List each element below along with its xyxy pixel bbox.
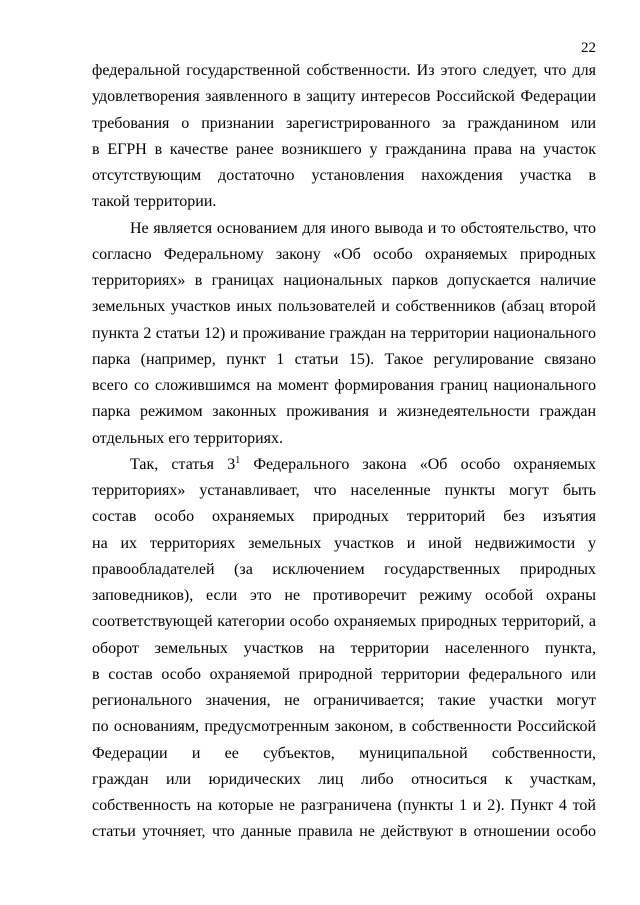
- text-line: Федерации и ее субъектов, муниципальной собственности,: [92, 744, 596, 762]
- text-line: территориях» в границах национальных парков допускается наличие: [92, 272, 596, 289]
- text-line: регионального значения, не ограничивается; такие участки могут: [92, 692, 596, 709]
- text-line: отдельных его территориях.: [92, 429, 284, 447]
- text-line: земельных участков иных пользователей и собственников (абзац второй: [92, 298, 596, 316]
- page-number: 22: [581, 40, 596, 56]
- text-line: собственность на которые не разграничена (пункты 1 и 2). Пункт 4 той: [92, 797, 596, 814]
- text-line: всего со сложившимся на момент формирования границ национального: [92, 377, 596, 394]
- paragraph-2: [92, 216, 596, 452]
- text-line: требования о признании зарегистрированного за гражданином или: [92, 114, 596, 132]
- text-line: правообладателей (за исключением государственных природных: [92, 560, 596, 578]
- text-line: удовлетворения заявленного в защиту интересов Российской Федерации: [92, 88, 596, 106]
- text-line: в состав особо охраняемой природной территории федерального или: [92, 665, 596, 683]
- text-segment: Федерального закона «Об особо охраняемых: [253, 455, 596, 473]
- text-line: на их территориях земельных участков и иной недвижимости у: [92, 534, 596, 552]
- text-line: оборот земельных участков на территории населенного пункта,: [92, 639, 596, 657]
- text-line: состав особо охраняемых природных территорий без изъятия: [92, 508, 596, 526]
- paragraph-1: [92, 58, 596, 216]
- text-line: пункта 2 статьи 12) и проживание граждан на территории национального: [92, 324, 596, 342]
- text-line: отсутствующим достаточно установления нахождения участка в: [92, 167, 596, 184]
- superscript-number: 1: [235, 454, 241, 466]
- text-line: заповедников), если это не противоречит режиму особой охраны: [92, 587, 596, 604]
- text-line: парка (например, пункт 1 статьи 15). Такое регулирование связано: [92, 350, 596, 368]
- text-line: парка режимом законных проживания и жизнедеятельности граждан: [92, 403, 596, 421]
- text-line: в ЕГРН в качестве ранее возникшего у гражданина права на участок: [92, 140, 596, 158]
- text-line: Не является основанием для иного вывода и то обстоятельство, что: [130, 219, 596, 237]
- paragraph-3: [92, 452, 596, 846]
- text-line: такой территории.: [92, 193, 217, 211]
- text-line: по основаниям, предусмотренным законом, в собственности Российской: [92, 718, 596, 736]
- text-segment: Так, статья 3: [130, 455, 236, 473]
- text-line-with-superscript: [92, 452, 596, 478]
- text-line: статьи уточняет, что данные правила не действуют в отношении особо: [92, 823, 596, 841]
- text-line: соответствующей категории особо охраняемых природных территорий, а: [92, 613, 596, 631]
- text-line: граждан или юридических лиц либо относиться к участкам,: [92, 770, 596, 788]
- text-line: территориях» устанавливает, что населенные пункты могут быть: [92, 482, 596, 499]
- document-body: [92, 58, 596, 846]
- text-line: федеральной государственной собственности. Из этого следует, что для: [92, 62, 596, 79]
- text-line: согласно Федеральному закону «Об особо охраняемых природных: [92, 245, 596, 263]
